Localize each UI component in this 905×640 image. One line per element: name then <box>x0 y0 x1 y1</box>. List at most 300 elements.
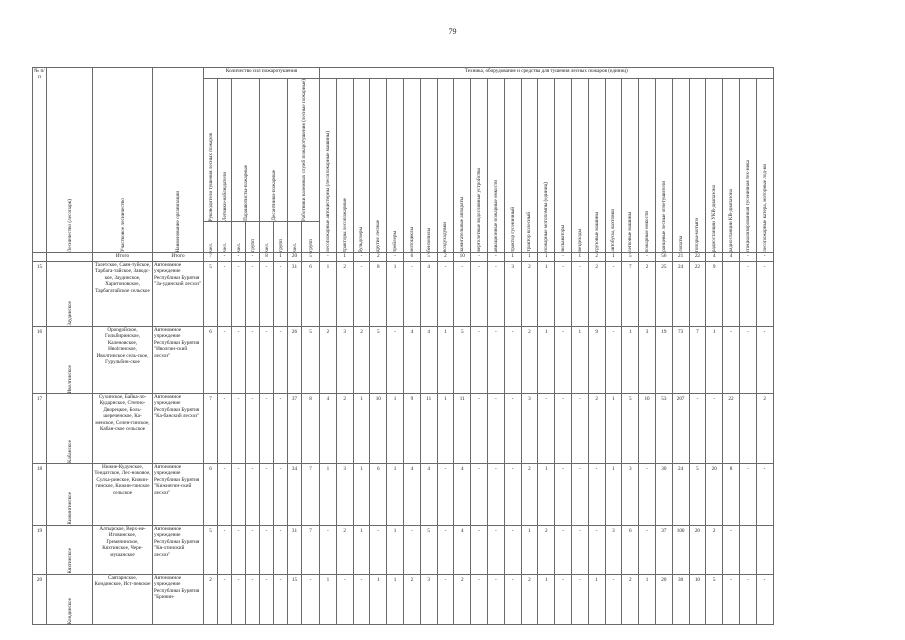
row-tech-value: - <box>555 575 572 625</box>
tech-col-2-text: бульдозеры <box>358 226 365 252</box>
row-tech-value: - <box>555 327 572 394</box>
itogo-label-org: Итого <box>153 253 204 262</box>
row-force-value: 37 <box>288 394 302 464</box>
tech-col-16 <box>588 79 605 253</box>
tech-col-5 <box>403 79 420 253</box>
row-tech-value: 2 <box>706 526 723 575</box>
row-tech-value: - <box>639 526 656 575</box>
row-organization: Автономное учреждение Республики Бурятия "Бринин- <box>153 575 204 625</box>
row-tech-value: - <box>370 526 387 575</box>
tech-col-1 <box>336 79 353 253</box>
row-forestry <box>47 526 93 575</box>
row-tech-value: - <box>756 575 773 625</box>
row-force-value: 8 <box>302 394 320 464</box>
row-tech-value: 1 <box>353 464 370 526</box>
row-no: 18 <box>33 464 47 526</box>
row-tech-value: - <box>571 262 588 327</box>
row-tech-value: 3 <box>622 464 639 526</box>
header-district-forestry <box>93 68 153 253</box>
row-tech-value: - <box>605 327 622 394</box>
header-tech-group: Техника, оборудование и средства для тушения лесных пожаров (единиц) <box>320 68 774 79</box>
row-tech-value: 6 <box>370 464 387 526</box>
row-forestry-text: Заудинское <box>66 301 73 326</box>
row-tech-value: 2 <box>521 262 538 327</box>
row-tech-value: 24 <box>672 262 689 327</box>
row-force-value: 15 <box>288 575 302 625</box>
row-tech-value: 3 <box>504 262 521 327</box>
row-tech-value: 2 <box>320 327 337 394</box>
header-forestry <box>47 68 93 253</box>
row-tech-value: 7 <box>689 327 706 394</box>
row-force-value: - <box>260 327 274 394</box>
row-tech-value <box>739 526 756 575</box>
row-tech-value: 1 <box>370 575 387 625</box>
tech-col-18 <box>622 79 639 253</box>
row-tech-value: - <box>689 394 706 464</box>
itogo-tech-value: 2 <box>588 253 605 262</box>
row-tech-value: 5 <box>706 575 723 625</box>
row-tech-value <box>756 526 773 575</box>
row-force-value: 6 <box>204 327 218 394</box>
row-forestry <box>47 394 93 464</box>
row-tech-value: 1 <box>538 327 555 394</box>
unit-chel-text: чел. <box>221 243 228 252</box>
row-force-value: - <box>218 394 232 464</box>
row-tech-value: 7 <box>622 262 639 327</box>
row-force-value: 31 <box>288 526 302 575</box>
tech-col-4 <box>387 79 404 253</box>
tech-col-26 <box>756 79 773 253</box>
row-tech-value: 2 <box>521 575 538 625</box>
tech-col-2 <box>353 79 370 253</box>
row-tech-value: - <box>571 575 588 625</box>
tech-col-7 <box>437 79 454 253</box>
itogo-force-value: 1 <box>274 253 288 262</box>
itogo-tech-value: 1 <box>538 253 555 262</box>
row-force-value: 5 <box>204 526 218 575</box>
row-tech-value: 2 <box>521 327 538 394</box>
tech-col-10-text: авиационные пожарные емкости <box>492 179 499 252</box>
row-tech-value: - <box>437 464 454 526</box>
row-tech-value: 11 <box>454 394 471 464</box>
row-tech-value: 24 <box>672 464 689 526</box>
tech-col-3-text: другие лесные <box>375 219 382 252</box>
row-tech-value: 1 <box>605 394 622 464</box>
itogo-tech-value: 2 <box>370 253 387 262</box>
itogo-tech-value: - <box>756 253 773 262</box>
header-organization <box>153 68 204 253</box>
itogo-force-value: 20 <box>288 253 302 262</box>
row-tech-value: - <box>571 526 588 575</box>
itogo-no <box>33 253 47 262</box>
row-tech-value: 3 <box>521 394 538 464</box>
row-no: 19 <box>33 526 47 575</box>
row-tech-value: - <box>437 526 454 575</box>
row-tech-value: - <box>471 575 488 625</box>
row-tech-value: 37 <box>655 526 672 575</box>
row-tech-value: - <box>353 262 370 327</box>
row-force-value: - <box>218 262 232 327</box>
row-force-value: - <box>246 464 260 526</box>
row-tech-value: - <box>555 526 572 575</box>
table-row <box>33 327 774 394</box>
row-tech-value: 1 <box>639 575 656 625</box>
row-tech-value: 1 <box>437 327 454 394</box>
row-force-value: 6 <box>302 262 320 327</box>
row-tech-value: 2 <box>353 327 370 394</box>
header-no: № п/п <box>33 68 47 253</box>
itogo-tech-value: 2 <box>437 253 454 262</box>
tech-col-24-text: радиостанции КВ-диапазона <box>728 188 735 252</box>
row-tech-value: - <box>487 464 504 526</box>
tech-col-11 <box>504 79 521 253</box>
row-force-value: - <box>260 394 274 464</box>
tech-col-1-text: тракторы лесопожарные <box>341 197 348 252</box>
force-col-leaders <box>204 79 218 222</box>
row-tech-value: 3 <box>639 327 656 394</box>
tech-col-0-text: лесопожарные автоцистерны (лесопожарные машины) <box>324 130 331 252</box>
row-tech-value: - <box>538 394 555 464</box>
row-tech-value: - <box>487 262 504 327</box>
row-force-value: - <box>232 394 246 464</box>
row-tech-value <box>723 262 740 327</box>
row-tech-value: - <box>336 575 353 625</box>
row-tech-value: 8 <box>723 464 740 526</box>
tech-col-20 <box>655 79 672 253</box>
row-tech-value: - <box>571 464 588 526</box>
row-tech-value: - <box>403 526 420 575</box>
table-row <box>33 394 774 464</box>
itogo-tech-value: - <box>739 253 756 262</box>
row-tech-value: - <box>504 526 521 575</box>
tech-col-8-text: зажигательные аппараты <box>459 197 466 252</box>
tech-col-10 <box>487 79 504 253</box>
row-tech-value: 2 <box>756 394 773 464</box>
unit-grupp <box>274 222 288 253</box>
row-tech-value: 207 <box>672 394 689 464</box>
row-force-value: - <box>218 526 232 575</box>
row-force-value: - <box>302 575 320 625</box>
unit-grupp-text: групп <box>249 239 256 252</box>
row-tech-value: 4 <box>420 327 437 394</box>
row-force-value: 2 <box>204 575 218 625</box>
row-tech-value: - <box>723 526 740 575</box>
unit-chel <box>260 222 274 253</box>
itogo-force-value: 7 <box>204 253 218 262</box>
row-tech-value: - <box>387 327 404 394</box>
tech-col-21 <box>672 79 689 253</box>
row-force-value: - <box>274 575 288 625</box>
row-tech-value: - <box>437 575 454 625</box>
row-force-value: 5 <box>204 262 218 327</box>
force-col-pilots <box>218 79 232 222</box>
tech-col-25 <box>739 79 756 253</box>
row-tech-value: 10 <box>689 575 706 625</box>
row-tech-value: 20 <box>689 526 706 575</box>
tech-col-6 <box>420 79 437 253</box>
itogo-tech-value: 21 <box>672 253 689 262</box>
row-tech-value: - <box>555 262 572 327</box>
force-col-ground-workers <box>288 79 320 222</box>
row-tech-value: 2 <box>588 262 605 327</box>
row-district: Алтырское, Верх-не-Иговинское, Гремячинское, Кяхтинское, Чере-мушанское <box>93 526 153 575</box>
row-tech-value: 4 <box>403 464 420 526</box>
itogo-tech-value: - <box>639 253 656 262</box>
tech-col-20-text: ранцевые лесные огнетушители <box>660 181 667 252</box>
row-tech-value: - <box>555 394 572 464</box>
tech-col-23 <box>706 79 723 253</box>
itogo-tech-value: 1 <box>504 253 521 262</box>
force-col-parachutists <box>232 79 260 222</box>
row-tech-value: 1 <box>538 464 555 526</box>
row-tech-value: 1 <box>622 327 639 394</box>
row-district: Сухинское, Байка-ло-Кудaрнское, Степно-Дворецкое, Боль-шереченское, Ка-менское, Селен-гинское, Кабан-ское сельское <box>93 394 153 464</box>
row-tech-value: - <box>605 575 622 625</box>
unit-chel <box>288 222 302 253</box>
itogo-label: Итого <box>93 253 153 262</box>
tech-col-22-text: топоры-мотыги <box>694 217 701 252</box>
row-tech-value: 1 <box>706 327 723 394</box>
unit-grupp <box>302 222 320 253</box>
row-tech-value: - <box>320 526 337 575</box>
row-tech-value: - <box>504 575 521 625</box>
row-tech-value: - <box>723 575 740 625</box>
row-force-value: 7 <box>204 394 218 464</box>
row-tech-value: 5 <box>689 464 706 526</box>
row-no: 17 <box>33 394 47 464</box>
itogo-tech-value: 5 <box>622 253 639 262</box>
row-force-value: - <box>232 464 246 526</box>
row-tech-value: - <box>639 464 656 526</box>
page-number: 79 <box>448 27 457 36</box>
tech-col-17-text: автобусы, вахтовки <box>610 209 617 252</box>
row-district: Талетское, Саян-туйское, Тарбага-тайское, Заводс-кое, Заудинское, Харитоновское, Тарбагатайское сельское <box>93 262 153 327</box>
row-tech-value: - <box>706 394 723 464</box>
row-no: 16 <box>33 327 47 394</box>
row-organization: Автономное учреждение Республики Бурятия "Ка-банский лесхоз" <box>153 394 204 464</box>
tech-col-24 <box>723 79 740 253</box>
itogo-tech-value: 1 <box>521 253 538 262</box>
row-tech-value: 3 <box>420 575 437 625</box>
tech-col-16-text: грузовые машины <box>593 212 600 252</box>
itogo-tech-value: 4 <box>706 253 723 262</box>
tech-col-6-text: бензопилы <box>425 228 432 252</box>
row-tech-value: - <box>504 394 521 464</box>
tech-col-19 <box>639 79 656 253</box>
row-tech-value: 1 <box>437 394 454 464</box>
itogo-tech-value: - <box>320 253 337 262</box>
row-forestry <box>47 327 93 394</box>
row-forestry <box>47 575 93 625</box>
row-tech-value: 10 <box>639 394 656 464</box>
itogo-tech-value: - <box>555 253 572 262</box>
tech-col-13 <box>538 79 555 253</box>
row-tech-value: 5 <box>370 327 387 394</box>
row-force-value: 7 <box>302 464 320 526</box>
row-force-value: - <box>218 464 232 526</box>
row-tech-value: 1 <box>605 464 622 526</box>
row-tech-value: 5 <box>454 327 471 394</box>
itogo-tech-value: - <box>353 253 370 262</box>
row-tech-value: - <box>487 327 504 394</box>
row-tech-value: 4 <box>420 262 437 327</box>
unit-chel-text: чел. <box>207 243 214 252</box>
itogo-tech-value: 5 <box>420 253 437 262</box>
row-tech-value: - <box>605 262 622 327</box>
tech-col-23-text: радиостанции УКВ-диапазона <box>711 184 718 252</box>
row-tech-value: - <box>471 464 488 526</box>
row-force-value: - <box>218 327 232 394</box>
tech-col-19-text: пожарные емкости <box>644 210 651 252</box>
unit-grupp <box>246 222 260 253</box>
row-tech-value: 2 <box>403 575 420 625</box>
tech-col-17 <box>605 79 622 253</box>
row-tech-value: - <box>555 464 572 526</box>
tech-col-15 <box>571 79 588 253</box>
row-district: Орongoйское, Гильбиринское, Каленовское, Нвolгинское, Иволгинское сель-ское, Гурульбин-ское <box>93 327 153 394</box>
row-tech-value: 2 <box>588 394 605 464</box>
row-tech-value: - <box>471 327 488 394</box>
row-tech-value: 2 <box>336 394 353 464</box>
tech-col-12-text: трактор колесный <box>526 212 533 252</box>
row-tech-value: 8 <box>370 262 387 327</box>
row-tech-value: - <box>471 262 488 327</box>
table-row <box>33 262 774 327</box>
row-tech-value: 3 <box>605 526 622 575</box>
row-tech-value: 25 <box>655 262 672 327</box>
row-tech-value: 1 <box>387 394 404 464</box>
tech-col-8 <box>454 79 471 253</box>
row-forestry-text: Кабанское <box>66 440 73 463</box>
row-force-value: - <box>274 464 288 526</box>
row-no: 20 <box>33 575 47 625</box>
row-tech-value: - <box>739 262 756 327</box>
itogo-tech-value: 56 <box>655 253 672 262</box>
row-tech-value: - <box>756 464 773 526</box>
row-force-value: - <box>260 262 274 327</box>
itogo-tech-value: - <box>387 253 404 262</box>
row-tech-value: - <box>756 327 773 394</box>
row-tech-value: 22 <box>723 394 740 464</box>
row-tech-value: 9 <box>706 262 723 327</box>
row-tech-value: 2 <box>336 262 353 327</box>
row-tech-value: - <box>723 327 740 394</box>
row-tech-value: 5 <box>622 394 639 464</box>
table-row <box>33 464 774 526</box>
row-forestry <box>47 464 93 526</box>
unit-chel <box>232 222 246 253</box>
tech-col-5-text: мотоциклы <box>408 227 415 252</box>
header-organization-text: Наименование организации <box>175 190 181 252</box>
row-tech-value: 10 <box>370 394 387 464</box>
row-tech-value: - <box>471 526 488 575</box>
row-force-value: - <box>232 526 246 575</box>
row-force-value: - <box>260 526 274 575</box>
row-tech-value: 22 <box>689 262 706 327</box>
row-tech-value: 4 <box>420 464 437 526</box>
row-tech-value: 2 <box>622 575 639 625</box>
row-tech-value: - <box>588 464 605 526</box>
row-force-value: 34 <box>288 464 302 526</box>
row-tech-value: - <box>588 526 605 575</box>
row-force-value: - <box>218 575 232 625</box>
row-tech-value: - <box>504 327 521 394</box>
row-tech-value: 1 <box>387 526 404 575</box>
tech-col-12 <box>521 79 538 253</box>
tech-col-11-text: трактор гусеничный <box>509 207 516 252</box>
row-tech-value: 4 <box>454 464 471 526</box>
row-tech-value: 4 <box>403 327 420 394</box>
row-tech-value: 1 <box>571 327 588 394</box>
row-tech-value: 20 <box>655 575 672 625</box>
row-tech-value: 4 <box>320 394 337 464</box>
itogo-force-value: 8 <box>260 253 274 262</box>
row-tech-value: 1 <box>521 526 538 575</box>
tech-col-9-text: вертолетные водосливные устройства <box>476 168 483 252</box>
row-tech-value: 1 <box>538 575 555 625</box>
unit-grupp-text: групп <box>277 239 284 252</box>
row-forestry-text: Кижингинское <box>66 492 73 525</box>
tech-col-7-text: воздуходувки <box>442 221 449 252</box>
row-tech-value: - <box>403 262 420 327</box>
table-row <box>33 526 774 575</box>
row-tech-value: 30 <box>655 464 672 526</box>
row-tech-value: 53 <box>655 394 672 464</box>
itogo-force-value: - <box>246 253 260 262</box>
force-col-parachutists-text: Парашютисты-пожарные <box>242 165 249 221</box>
row-tech-value: 4 <box>454 526 471 575</box>
itogo-tech-value: 4 <box>723 253 740 262</box>
row-force-value: - <box>274 327 288 394</box>
header-forestry-text: Лесничество (лесопарк) <box>66 198 73 252</box>
row-tech-value: - <box>739 575 756 625</box>
tech-col-3 <box>370 79 387 253</box>
itogo-force-value: 5 <box>302 253 320 262</box>
row-forestry <box>47 262 93 327</box>
itogo-tech-value: 22 <box>689 253 706 262</box>
row-tech-value: - <box>487 575 504 625</box>
row-tech-value: - <box>454 262 471 327</box>
itogo-tech-value: 1 <box>605 253 622 262</box>
itogo-tech-value: - <box>471 253 488 262</box>
row-tech-value: 2 <box>336 526 353 575</box>
itogo-tech-value: - <box>487 253 504 262</box>
row-force-value: - <box>246 526 260 575</box>
row-force-value: - <box>246 262 260 327</box>
row-force-value: - <box>232 327 246 394</box>
row-force-value: 5 <box>302 327 320 394</box>
row-district: Нижне-Кудунское, Тендатское, Лес-ноковое, Сулха-ринское, Кижин-гинское, Кижин-гинское сельское <box>93 464 153 526</box>
tech-col-15-text: вездеходы <box>576 229 583 252</box>
row-forestry-text: Кондинское <box>66 597 73 624</box>
row-tech-value: - <box>739 327 756 394</box>
row-tech-value: - <box>756 262 773 327</box>
row-no: 15 <box>33 262 47 327</box>
row-tech-value: 19 <box>655 327 672 394</box>
tech-col-26-text: лесопожарные катера, моторные лод-ки <box>761 164 768 252</box>
row-tech-value: - <box>504 464 521 526</box>
row-organization: Автономное учреждение Республики Бурятия "Иволгин-ский лесхоз" <box>153 327 204 394</box>
row-tech-value: 100 <box>672 526 689 575</box>
row-force-value: 7 <box>302 526 320 575</box>
header-district-forestry-text: Участковое лесничество <box>119 197 126 252</box>
row-force-value: - <box>274 262 288 327</box>
row-force-value: - <box>246 327 260 394</box>
tech-col-13-text: пожарные мотопомпы (единиц) <box>543 182 550 252</box>
row-tech-value: - <box>471 394 488 464</box>
force-col-leaders-text: Руководители тушения лесных пожаров <box>207 132 214 221</box>
row-tech-value: 73 <box>672 327 689 394</box>
